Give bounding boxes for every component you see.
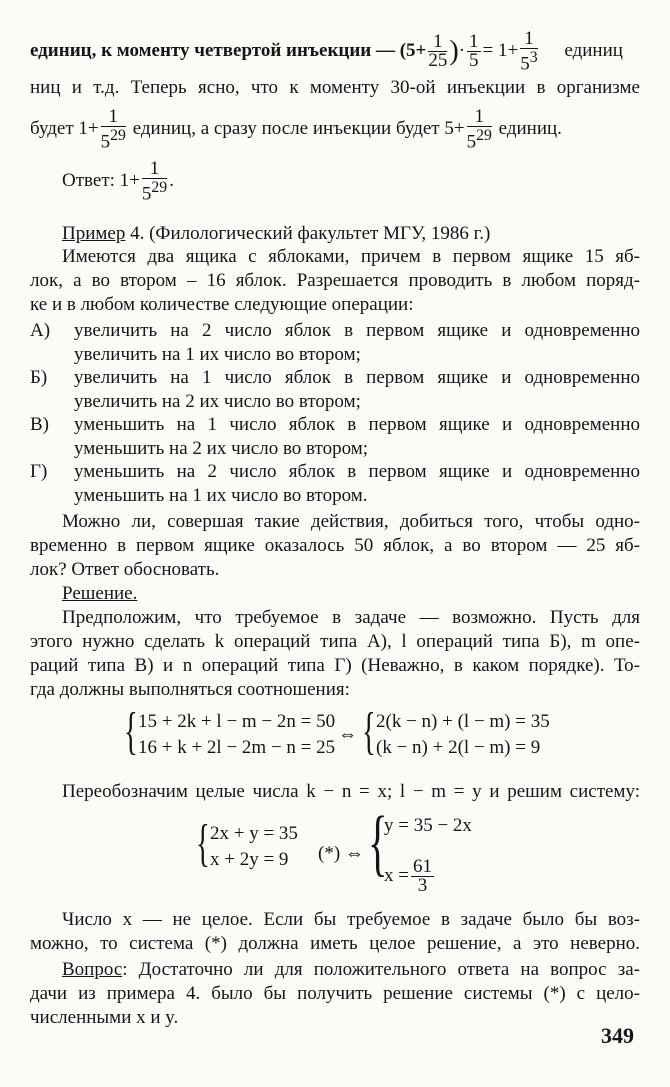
rename-text: Переобозначим целые числа k − n = x; l − m = y и решим систему: bbox=[62, 781, 640, 802]
solution-title: Решение. bbox=[62, 583, 138, 604]
op-marker: А) bbox=[30, 320, 51, 341]
text-line-1: единиц, к моменту четвертой инъекции — (5+ $\frac{1}{25}$ )· $\frac{1}{5}$ = 1+ $\frac{1}{5^3}$ единиц bbox=[30, 28, 623, 75]
brace: { bbox=[362, 703, 376, 760]
solution-text-1: Предположим, что требуемое в задаче — возможно. Пусть для bbox=[62, 607, 640, 628]
equation: 16 + k + 2l − 2m − n = 25 bbox=[138, 737, 336, 758]
solution-text-2: этого нужно сделать k операций типа А), l операций типа Б), m опе- bbox=[30, 631, 640, 652]
text-line-3: будет 1+ $\frac{1}{5^{29}}$ единиц, а сразу после инъекции будет 5+ $\frac{1}{5^{29}}$ единиц. bbox=[30, 106, 562, 153]
page-number: 349 bbox=[601, 1023, 634, 1048]
equation: 2x + y = 35 bbox=[210, 823, 298, 844]
answer-line: Ответ: 1+ $\frac{1}{5^{29}}$ . bbox=[62, 158, 174, 205]
op-text: уменьшить на 2 их число во втором; bbox=[74, 438, 369, 459]
op-text: уменьшить на 1 их число во втором. bbox=[74, 485, 368, 506]
conclusion-text-2: можно, то система (*) должна иметь целое решение, а это неверно. bbox=[30, 933, 640, 954]
example-text-1: Имеются два ящика с яблоками, причем в первом ящике 15 яб- bbox=[62, 246, 640, 267]
question-text-2: временно в первом ящике оказалось 50 яблок, а во втором — 25 яб- bbox=[30, 535, 640, 556]
question-paragraph-3: численными x и y. bbox=[30, 1007, 179, 1028]
question-text-1: Можно ли, совершая такие действия, добиться того, чтобы одно- bbox=[62, 511, 640, 532]
question-paragraph-1: Вопрос: Достаточно ли для положительного ответа на вопрос за- bbox=[62, 959, 640, 980]
star-iff: (*) ⇔ bbox=[318, 843, 364, 864]
brace: { bbox=[196, 815, 210, 872]
op-marker: В) bbox=[30, 414, 49, 435]
brace: { bbox=[124, 703, 138, 760]
solution-text-4: гда должны выполняться соотношения: bbox=[30, 679, 350, 700]
conclusion-text-1: Число x — не целое. Если бы требуемое в задаче было бы воз- bbox=[62, 909, 640, 930]
solution-text-3: раций типа В) и n операций типа Г) (Неважно, в каком порядке). То- bbox=[30, 655, 640, 676]
equation: y = 35 − 2x bbox=[384, 815, 472, 836]
example-text-3: ке и в любом количестве следующие операции: bbox=[30, 294, 414, 315]
equation: 2(k − n) + (l − m) = 35 bbox=[376, 711, 550, 732]
op-text: увеличить на 1 их число во втором; bbox=[74, 344, 361, 365]
example-title: Пример 4. (Филологический факультет МГУ, 1986 г.) bbox=[62, 223, 491, 244]
question-text-3: лок? Ответ обосновать. bbox=[30, 559, 220, 580]
question-paragraph-2: дачи из примера 4. было бы получить решение системы (*) с цело- bbox=[30, 983, 640, 1004]
op-text: увеличить на 2 их число во втором; bbox=[74, 391, 361, 412]
op-text: увеличить на 2 число яблок в первом ящике и одновременно bbox=[74, 320, 640, 341]
op-text: уменьшить на 1 число яблок в первом ящике и одновременно bbox=[74, 414, 640, 435]
example-text-2: лок, а во втором – 16 яблок. Разрешается проводить в любом поряд- bbox=[30, 270, 640, 291]
equation: 15 + 2k + l − m − 2n = 50 bbox=[138, 711, 336, 732]
op-marker: Г) bbox=[30, 461, 48, 482]
iff-symbol: ⇔ bbox=[338, 724, 357, 745]
text-line-2: ниц и т.д. Теперь ясно, что к моменту 30-ой инъекции в организме bbox=[30, 77, 640, 98]
equation: x = $\frac{61}{3}$ bbox=[384, 856, 432, 896]
op-text: уменьшить на 2 число яблок в первом ящике и одновременно bbox=[74, 461, 640, 482]
brace: { bbox=[368, 802, 388, 884]
equation: x + 2y = 9 bbox=[210, 849, 289, 870]
op-marker: Б) bbox=[30, 367, 48, 388]
op-text: увеличить на 1 число яблок в первом ящике и одновременно bbox=[74, 367, 640, 388]
equation: (k − n) + 2(l − m) = 9 bbox=[376, 737, 541, 758]
